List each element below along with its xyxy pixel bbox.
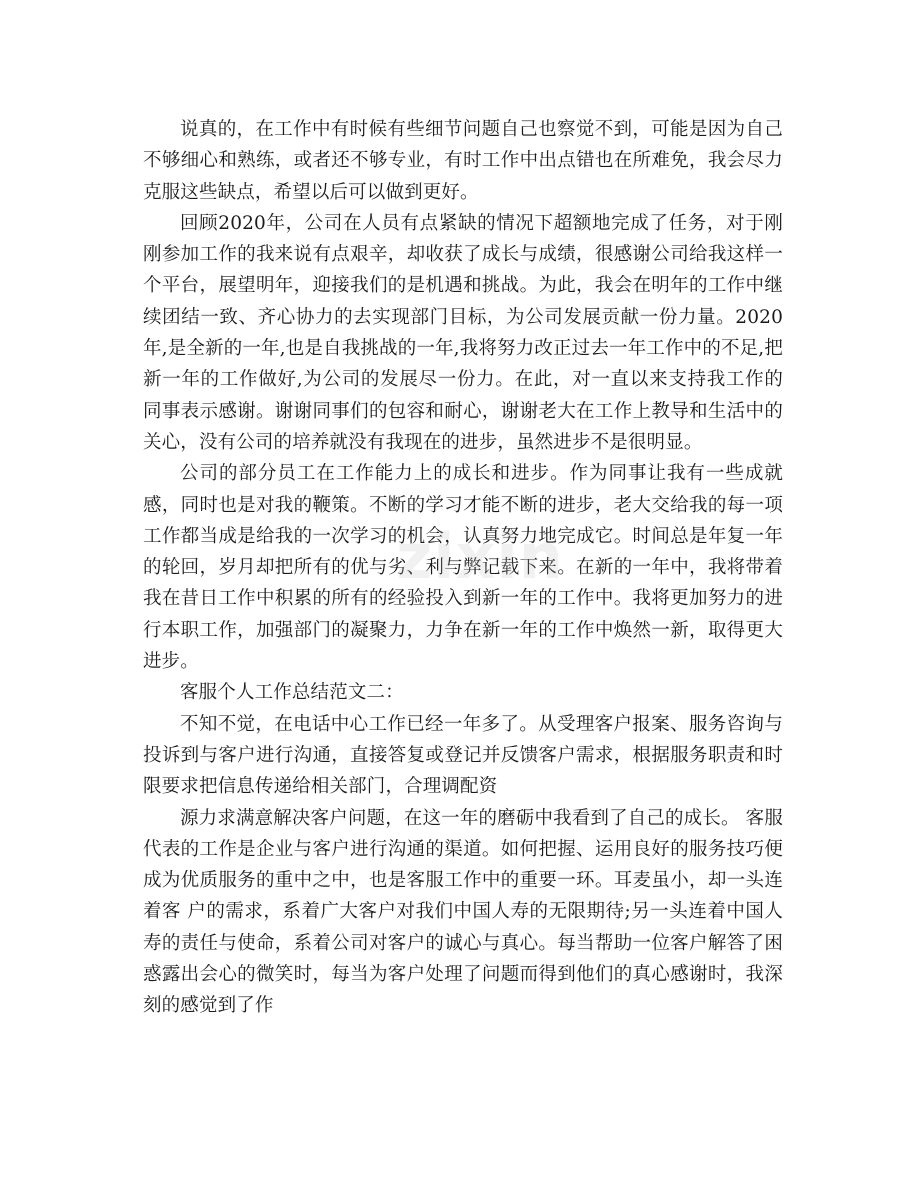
- section-heading: 客服个人工作总结范文二：: [180, 682, 404, 704]
- paragraph-4: 不知不觉，在电话中心工作已经一年多了。从受理客户报案、服务咨询与投诉到与客户进行沟通，直接答复或登记并反馈客户需求，根据服务职责和时限要求把信息传递给相关部门，合理调配资: [143, 713, 783, 798]
- paragraph-5: 源力求满意解决客户问题，在这一年的磨砺中我看到了自己的成长。 客服代表的工作是企业与客户进行沟通的渠道。如何把握、运用良好的服务技巧便成为优质服务的重中之中，也是客服工作中的重要一环。耳麦虽小，却一头连着客 户的需求，系着广大客户对我们中国人寿的无限期待;另一头连着中国人寿的责任与使命，系着公司对客户的诚心与真心。每当帮助一位客户解答了困惑露出会心的微笑时，每当为客户处理了问题而得到他们的真心感谢时，我深刻的感觉到了作: [143, 807, 783, 1017]
- paragraph-2: 回顾2020年，公司在人员有点紧缺的情况下超额地完成了任务，对于刚刚参加工作的我来说有点艰辛，却收获了成长与成绩，很感谢公司给我这样一个平台，展望明年，迎接我们的是机遇和挑战。为此，我会在明年的工作中继续团结一致、齐心协力的去实现部门目标，为公司发展贡献一份力量。2020年,是全新的一年,也是自我挑战的一年,我将努力改正过去一年工作中的不足,把新一年的工作做好,为公司的发展尽一份力。在此，对一直以来支持我工作的同事表示感谢。谢谢同事们的包容和耐心，谢谢老大在工作上教导和生活中的关心，没有公司的培养就没有我现在的进步，虽然进步不是很明显。: [143, 212, 783, 453]
- paragraph-3: 公司的部分员工在工作能力上的成长和进步。作为同事让我有一些成就感，同时也是对我的鞭策。不断的学习才能不断的进步，老大交给我的每一项工作都当成是给我的一次学习的机会，认真努力地完成它。时间总是年复一年的轮回，岁月却把所有的优与劣、利与弊记载下来。在新的一年中，我将带着我在昔日工作中积累的所有的经验投入到新一年的工作中。我将更加努力的进行本职工作，加强部门的凝聚力，力争在新一年的工作中焕然一新，取得更大进步。: [143, 463, 783, 673]
- paragraph-1: 说真的，在工作中有时候有些细节问题自己也察觉不到，可能是因为自己不够细心和熟练，或者还不够专业，有时工作中出点错也在所难免，我会尽力克服这些缺点，希望以后可以做到更好。: [143, 119, 783, 203]
- watermark: zixin: [396, 520, 564, 593]
- document-body: [143, 114, 783, 1022]
